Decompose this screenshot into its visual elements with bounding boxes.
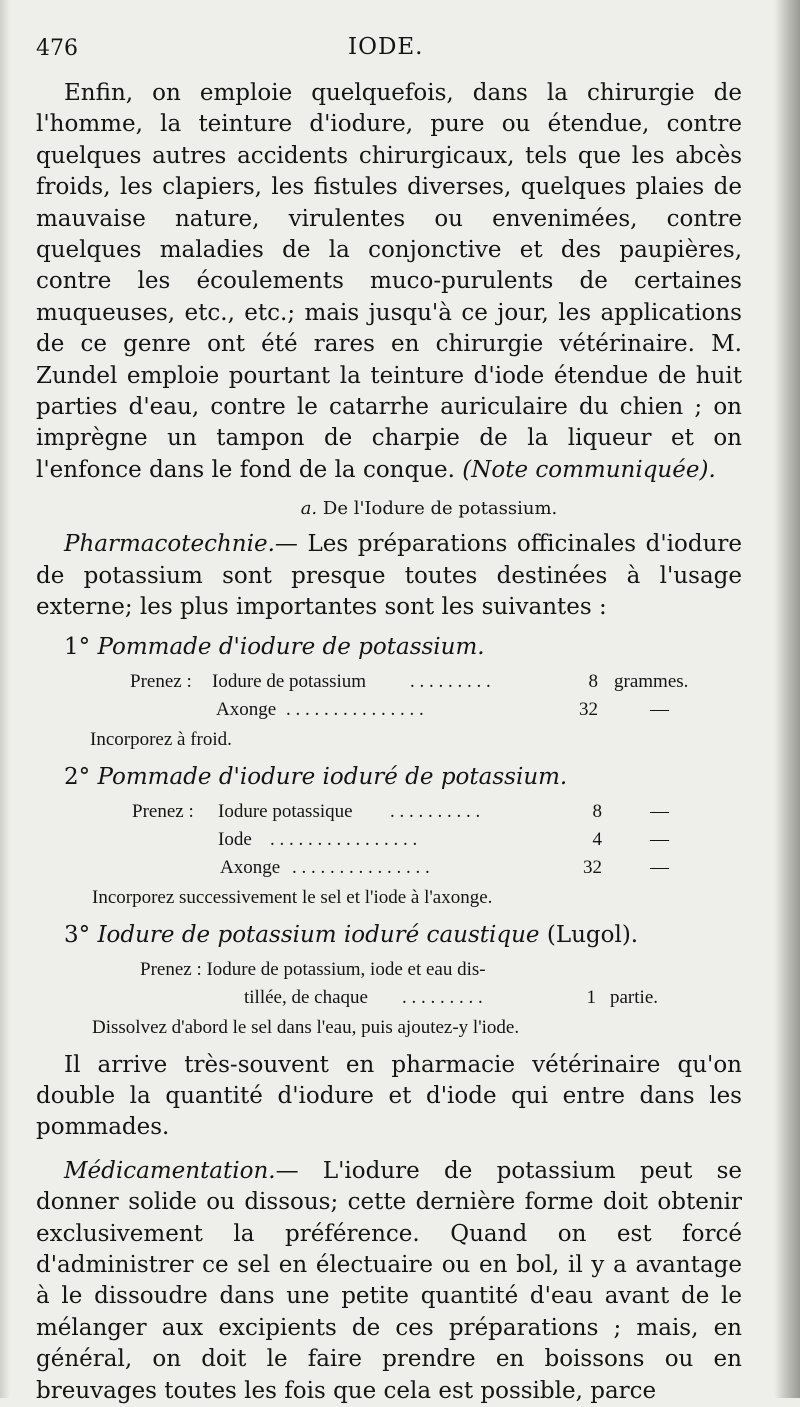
section-subheading bbox=[36, 498, 742, 519]
recipe-2-note: Incorporez successivement le sel et l'iode à l'axonge. bbox=[92, 886, 493, 908]
ingredient-unit: partie. bbox=[610, 986, 659, 1008]
ingredient-name: Axonge bbox=[220, 856, 281, 878]
recipe-2-line-1 bbox=[36, 798, 742, 826]
ingredient-amount: 8 bbox=[588, 670, 598, 692]
subheading-letter: a. bbox=[300, 498, 318, 520]
intro-paragraph bbox=[36, 78, 742, 486]
recipe-1-number: 1° bbox=[64, 633, 91, 660]
ingredient-unit: — bbox=[650, 828, 669, 850]
recipe-3-line-2 bbox=[36, 984, 742, 1012]
double-quantity-paragraph: Il arrive très-souvent en pharmacie vétérinaire qu'on double la quantité d'iodure et d'iode qui entre dans les pommades. bbox=[36, 1051, 742, 1141]
recipe-3-name: Iodure de potassium ioduré caustique bbox=[97, 921, 540, 948]
ingredient-amount: 8 bbox=[592, 800, 602, 822]
ingredient-dots: . . . . . . . . . . . . . . . . bbox=[270, 828, 418, 850]
ingredient-unit: — bbox=[650, 800, 669, 822]
ingredient-name: Iodure de potassium bbox=[212, 670, 367, 692]
ingredient-lead: Prenez : bbox=[132, 800, 194, 822]
page-header bbox=[36, 30, 736, 64]
ingredient-unit: — bbox=[650, 856, 669, 878]
recipe-2-title bbox=[64, 764, 742, 790]
ingredient-unit: grammes. bbox=[614, 670, 689, 692]
pharmacotechnie-text: — Les préparations officinales d'iodure de potassium sont presque toutes destinées à l'usage externe; les plus importantes sont les suivantes : bbox=[36, 531, 742, 621]
ingredient-amount: 1 bbox=[586, 986, 596, 1008]
ingredient-name: Iode bbox=[218, 828, 252, 850]
recipe-2-name: Pommade d'iodure ioduré de potassium. bbox=[97, 763, 568, 790]
recipe-2-line-3 bbox=[36, 854, 742, 882]
recipe-1-note: Incorporez à froid. bbox=[90, 728, 232, 750]
ingredient-amount: 32 bbox=[583, 856, 602, 878]
ingredient-dots: . . . . . . . . . . . . . . . bbox=[286, 698, 424, 720]
subheading-text: De l'Iodure de potassium. bbox=[322, 498, 558, 520]
recipe-3-note: Dissolvez d'abord le sel dans l'eau, puis ajoutez-y l'iode. bbox=[92, 1016, 520, 1038]
page-body bbox=[36, 78, 742, 1407]
page-right-edge bbox=[774, 0, 800, 1398]
medicamentation-paragraph bbox=[36, 1156, 742, 1407]
page-left-edge bbox=[0, 0, 10, 1398]
ingredient-name: tillée, de chaque bbox=[244, 986, 368, 1008]
ingredient-unit: — bbox=[650, 698, 669, 720]
ingredient-name: Iodure potassique bbox=[218, 800, 353, 822]
ingredient-dots: . . . . . . . . . bbox=[402, 986, 483, 1008]
ingredient-amount: 4 bbox=[592, 828, 602, 850]
ingredient-line: Prenez : Iodure de potassium, iode et eau dis- bbox=[140, 958, 486, 980]
recipe-3-line-1 bbox=[36, 956, 742, 984]
running-title: IODE. bbox=[348, 34, 424, 60]
recipe-1-line-1 bbox=[36, 668, 742, 696]
page-number: 476 bbox=[36, 36, 78, 61]
pharmacotechnie-paragraph bbox=[36, 529, 742, 623]
recipe-3-suffix: (Lugol). bbox=[546, 921, 639, 948]
recipe-2-number: 2° bbox=[64, 763, 91, 790]
recipe-1-line-2 bbox=[36, 696, 742, 724]
intro-note: (Note communiquée). bbox=[462, 456, 716, 483]
medicamentation-text: — L'iodure de potassium peut se donner solide ou dissous; cette dernière forme doit obtenir exclusivement la préférence. Quand on est forcé d'administrer ce sel en électuaire ou en bol, il y a avantage à le dissoudre dans une petite quantité d'eau avant de le mélanger aux excipients de ces préparations ; mais, en général, on doit le faire prendre en boissons ou en breuvages toutes les fois que cela est possible, parce bbox=[36, 1157, 742, 1404]
recipe-1-title bbox=[64, 634, 742, 660]
intro-text: Enfin, on emploie quelquefois, dans la chirurgie de l'homme, la teinture d'iodure, pure ou étendue, contre quelques autres accidents chirurgicaux, tels que les abcès froids, les clapiers, les fistules diverses, quelques plaies de mauvaise nature, virulentes ou envenimées, contre quelques maladies de la conjonctive et des paupières, contre les écoulements muco-purulents de certaines muqueuses, etc., etc.; mais jusqu'à ce jour, les applications de ce genre ont été rares en chirurgie vétérinaire. M. Zundel emploie pourtant la teinture d'iode étendue de huit parties d'eau, contre le catarrhe auriculaire du chien ; on imprègne un tampon de charpie de la liqueur et on l'enfonce dans le fond de la conque. bbox=[36, 80, 742, 483]
ingredient-amount: 32 bbox=[579, 698, 598, 720]
ingredient-dots: . . . . . . . . . . bbox=[390, 800, 481, 822]
ingredient-dots: . . . . . . . . . bbox=[410, 670, 491, 692]
ingredient-dots: . . . . . . . . . . . . . . . bbox=[292, 856, 430, 878]
recipe-2-line-2 bbox=[36, 826, 742, 854]
ingredient-lead: Prenez : bbox=[130, 670, 192, 692]
recipe-3-title bbox=[64, 922, 742, 948]
recipe-3-number: 3° bbox=[64, 921, 91, 948]
pharmacotechnie-label: Pharmacotechnie. bbox=[64, 531, 275, 558]
recipe-1-name: Pommade d'iodure de potassium. bbox=[97, 633, 485, 660]
medicamentation-label: Médicamentation. bbox=[64, 1157, 276, 1184]
ingredient-name: Axonge bbox=[216, 698, 277, 720]
